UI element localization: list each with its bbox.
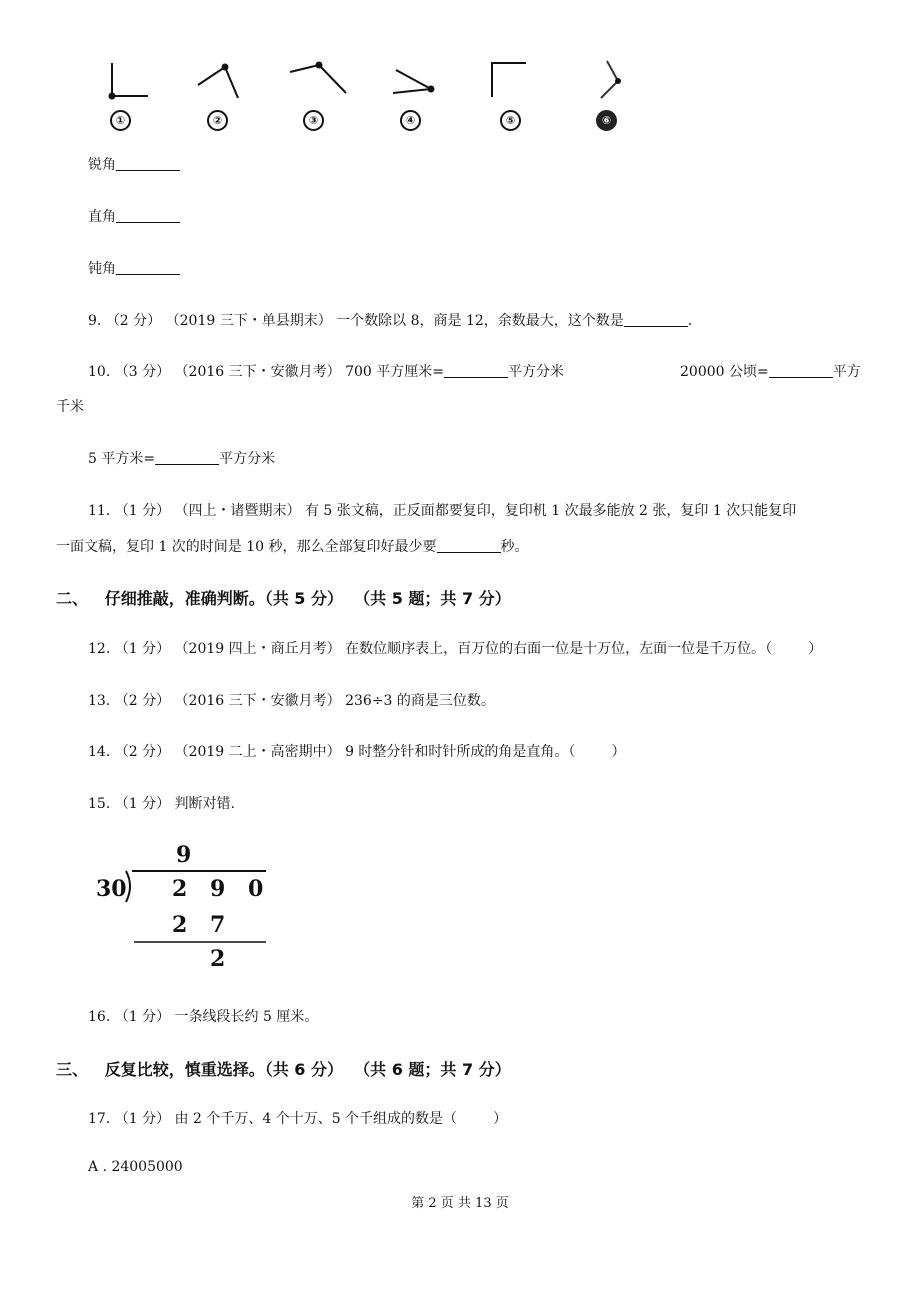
question-15: 15. （1 分） 判断对错. <box>88 796 235 812</box>
page-footer: 第 2 页 共 13 页 <box>411 1196 509 1211</box>
figure-label-1: ① <box>110 110 131 131</box>
option-a[interactable]: A . 24005000 <box>88 1159 183 1175</box>
division-divisor: 30 <box>96 876 127 902</box>
figure-label-3: ③ <box>303 110 324 131</box>
question-17: 17. （1 分） 由 2 个千万、4 个十万、5 个千组成的数是（ ） <box>88 1111 508 1127</box>
figure-label-2: ② <box>207 110 228 131</box>
figure-label-4: ④ <box>400 110 421 131</box>
question-10: 10. （3 分） （2016 三下・安徽月考） 700 平方厘米= 平方分米 <box>88 364 564 380</box>
dividend-digit: 2 <box>172 876 188 902</box>
figure-label-5: ⑤ <box>500 110 521 131</box>
dividend-digit: 0 <box>248 876 264 902</box>
answer-blank[interactable] <box>444 363 508 378</box>
division-remainder: 2 <box>210 946 226 972</box>
answer-acute: 锐角 <box>88 154 180 174</box>
angle-2-acute <box>198 65 238 99</box>
question-13: 13. （2 分） （2016 三下・安徽月考） 236÷3 的商是三位数。 <box>88 693 495 709</box>
angle-3-obtuse <box>290 63 346 94</box>
angle-1-right <box>110 63 149 99</box>
answer-blank[interactable] <box>624 312 688 327</box>
section-2-heading: 二、 仔细推敲，准确判断。（共 5 分） （共 5 题；共 7 分） <box>56 589 511 608</box>
dividend-digit: 9 <box>210 876 226 902</box>
question-12: 12. （1 分） （2019 四上・商丘月考） 在数位顺序表上，百万位的右面一位是十万位，左面一位是千万位。（ ） <box>88 641 823 657</box>
question-9: 9. （2 分） （2019 三下・单县期末） 一个数除以 8，商是 12，余数最大，这个数是 . <box>88 313 693 329</box>
angle-figures <box>90 55 650 105</box>
question-11: 11. （1 分） （四上・诸暨期末） 有 5 张文稿，正反面都要复印，复印机 1 次最多能放 2 张，复印 1 次只能复印 <box>88 503 797 519</box>
long-division <box>94 838 274 978</box>
answer-blank[interactable] <box>116 156 180 171</box>
product-digit: 7 <box>210 912 226 938</box>
answer-blank[interactable] <box>437 538 501 553</box>
division-lines <box>94 838 274 978</box>
answer-blank[interactable] <box>769 363 833 378</box>
answer-obtuse: 钝角 <box>88 258 180 278</box>
question-16: 16. （1 分） 一条线段长约 5 厘米。 <box>88 1009 319 1025</box>
angle-5-right <box>492 63 526 97</box>
question-14: 14. （2 分） （2019 二上・高密期中） 9 时整分针和时针所成的角是直角。（ ） <box>88 744 626 760</box>
product-digit: 2 <box>172 912 188 938</box>
angle-4-acute <box>393 70 434 93</box>
answer-blank[interactable] <box>116 208 180 223</box>
answer-blank[interactable] <box>116 260 180 275</box>
figure-label-6: ⑥ <box>596 110 617 131</box>
answer-right: 直角 <box>88 206 180 226</box>
division-quotient: 9 <box>176 842 192 868</box>
question-10-part2: 20000 公顷= 平方 <box>680 364 861 380</box>
section-3-heading: 三、 反复比较，慎重选择。（共 6 分） （共 6 题；共 7 分） <box>56 1060 511 1079</box>
question-10-part3: 5 平方米= 平方分米 <box>88 451 276 467</box>
angle-6-obtuse <box>601 61 620 98</box>
question-10-wrap: 千米 <box>56 399 84 415</box>
question-11-line2: 一面文稿，复印 1 次的时间是 10 秒，那么全部复印好最少要 秒。 <box>56 539 529 555</box>
answer-blank[interactable] <box>155 450 219 465</box>
